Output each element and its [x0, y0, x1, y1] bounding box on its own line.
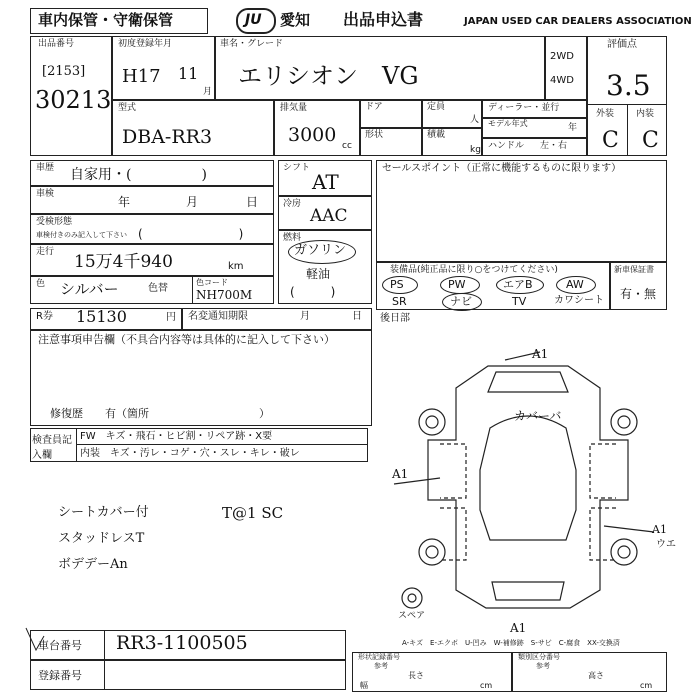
- equip-navi: ナビ: [450, 295, 472, 308]
- drive-4wd: 4WD: [550, 75, 574, 86]
- reg-number-label: 登録番号: [38, 669, 82, 682]
- chassis-value: RR3-1100505: [116, 632, 248, 654]
- damage-a1-right: A1: [652, 523, 667, 536]
- damage-legend: A-キズ E-エクボ U-凹み W-補修跡 S-サビ C-腐食 XX-交換済: [402, 639, 620, 647]
- reg-date-month-unit: 月: [203, 87, 213, 97]
- fuel-diesel: 軽油: [306, 267, 331, 281]
- fuel-gas: ガソリン: [294, 243, 347, 258]
- model-name-label: 車名・グレード: [220, 39, 284, 49]
- load-label: 積載: [427, 130, 446, 140]
- score-ext-value: C: [602, 128, 619, 153]
- note-seat-cover: シートカバー付: [58, 505, 149, 520]
- note-code: T@1 SC: [222, 504, 284, 522]
- sales-point-label: セールスポイント（正常に機能するものに限ります）: [382, 163, 622, 174]
- reg-date-label: 初度登録年月: [118, 39, 173, 49]
- note-body: ボデデーAn: [58, 557, 128, 572]
- model-year-unit: 年: [568, 123, 578, 133]
- ac-value: AAC: [310, 206, 348, 226]
- displacement-unit: cc: [342, 141, 352, 151]
- spare-label: スペア: [398, 611, 426, 621]
- shape-ref: 参考: [374, 662, 388, 670]
- score-int-label: 内装: [636, 109, 655, 119]
- chassis-label: 車台番号: [38, 639, 82, 652]
- height-label: 高さ: [588, 671, 604, 680]
- load-unit: kg: [470, 145, 481, 155]
- equip-aw: AW: [566, 278, 584, 291]
- damage-ue: ウエ: [656, 539, 676, 550]
- damage-a1-bottom: A1: [510, 621, 527, 635]
- color-value: シルバー: [60, 280, 119, 298]
- reg-date-month: 11: [178, 64, 199, 83]
- doc-title: 出品申込書: [343, 10, 424, 29]
- score-label: 評価点: [607, 39, 637, 50]
- ju-logo-text: JU: [245, 12, 262, 28]
- width-label: 幅: [360, 681, 368, 690]
- class-ref: 参考: [536, 662, 550, 670]
- note-studless: スタッドレスT: [58, 531, 145, 546]
- mileage-unit: km: [228, 261, 244, 272]
- equip-pw: PW: [448, 278, 466, 291]
- damage-kabadi: カバーバ: [514, 409, 562, 423]
- inspector-row2: 内装 キズ・汚レ・コゲ・穴・スレ・キレ・破レ: [80, 448, 300, 459]
- capacity-label: 定員: [427, 102, 446, 112]
- history-value: 自家用・( ): [70, 167, 207, 183]
- assoc-name: JAPAN USED CAR DEALERS ASSOCIATION: [464, 16, 692, 27]
- later-label: 後日部: [380, 313, 410, 324]
- class-record-label: 類別区分番号: [518, 653, 560, 661]
- drive-2wd: 2WD: [550, 51, 574, 62]
- displacement-label: 排気量: [280, 103, 308, 113]
- score-value: 3.5: [606, 69, 651, 102]
- lot-label: 出品番号: [38, 39, 75, 49]
- warranty-label: 新車保証書: [614, 265, 654, 274]
- displacement-value: 3000: [288, 124, 337, 146]
- fuel-other: ( ): [290, 285, 336, 299]
- length-unit: cm: [480, 681, 493, 690]
- equip-ps: PS: [390, 278, 404, 291]
- score-ext-label: 外装: [596, 109, 615, 119]
- color-code-label: 色コード: [196, 278, 228, 287]
- mileage-value: 15万4千940: [74, 252, 173, 272]
- damage-a1-top: A1: [532, 347, 549, 361]
- equip-airbag: エアB: [503, 278, 533, 291]
- shaken-month: 月: [186, 195, 199, 209]
- shaken-year: 年: [118, 195, 131, 209]
- type-label: 型式: [118, 103, 137, 113]
- color-change-label: 色替: [148, 283, 168, 294]
- inspector-label: 検査員記入欄: [32, 435, 72, 461]
- acceptance-value: ( ): [138, 227, 244, 241]
- history-label: 車歴: [36, 163, 55, 173]
- model-year-label: モデル年式: [488, 119, 528, 128]
- warranty-value: 有・無: [620, 287, 657, 301]
- acceptance-label: 受検形態: [36, 217, 73, 227]
- lot-number: 30213: [35, 86, 112, 114]
- name-change-label: 名変通知期限: [188, 311, 248, 322]
- equip-sr: SR: [392, 295, 407, 308]
- equip-kawaseat: カワシート: [554, 295, 604, 306]
- name-change-month: 月: [300, 311, 310, 322]
- acceptance-note: 車検付きのみ記入して下さい: [36, 231, 127, 239]
- score-int-value: C: [642, 128, 659, 153]
- shape-record-label: 形状記録番号: [358, 653, 400, 661]
- dealer-label: ディーラー・並行: [488, 103, 560, 113]
- name-change-day: 日: [352, 311, 362, 322]
- caution-label: 注意事項申告欄（不具合内容等は具体的に記入して下さい）: [38, 333, 335, 346]
- caution-repair: 修復歴 有（箇所 ）: [50, 407, 270, 420]
- inspector-row1: FW キズ・飛石・ヒビ割・リペア跡・X要: [80, 431, 273, 442]
- equip-tv: TV: [512, 295, 527, 308]
- shift-value: AT: [312, 170, 339, 194]
- shift-label: シフト: [283, 163, 311, 173]
- shape-label: 形状: [365, 130, 384, 140]
- type-value: DBA-RR3: [122, 126, 213, 148]
- shaken-label: 車検: [36, 189, 55, 199]
- handle-label: ハンドル: [488, 141, 525, 151]
- handle-value: 左・右: [540, 141, 568, 151]
- recycle-value: 15130: [76, 307, 127, 326]
- reg-date-year: H17: [122, 66, 161, 87]
- storage-label: 車内保管・守衛保管: [38, 11, 174, 29]
- mileage-label: 走行: [36, 247, 55, 257]
- recycle-label: R券: [36, 311, 53, 322]
- org-name: 愛知: [280, 11, 311, 29]
- lot-bracket: [2153]: [42, 64, 86, 79]
- model-name-value: エリシオン VG: [238, 62, 419, 90]
- recycle-unit: 円: [166, 312, 176, 323]
- ac-label: 冷房: [283, 199, 302, 209]
- equipment-label: 装備品(純正品に限り○をつけてください): [390, 265, 558, 275]
- height-unit: cm: [640, 681, 653, 690]
- shaken-day: 日: [246, 195, 259, 209]
- fuel-label: 燃料: [283, 233, 302, 243]
- door-label: ドア: [365, 102, 383, 112]
- color-code-value: NH700M: [196, 288, 253, 302]
- damage-a1-left: A1: [392, 467, 409, 481]
- length-label: 長さ: [408, 671, 424, 680]
- color-label: 色: [36, 279, 46, 289]
- capacity-unit: 人: [470, 115, 480, 125]
